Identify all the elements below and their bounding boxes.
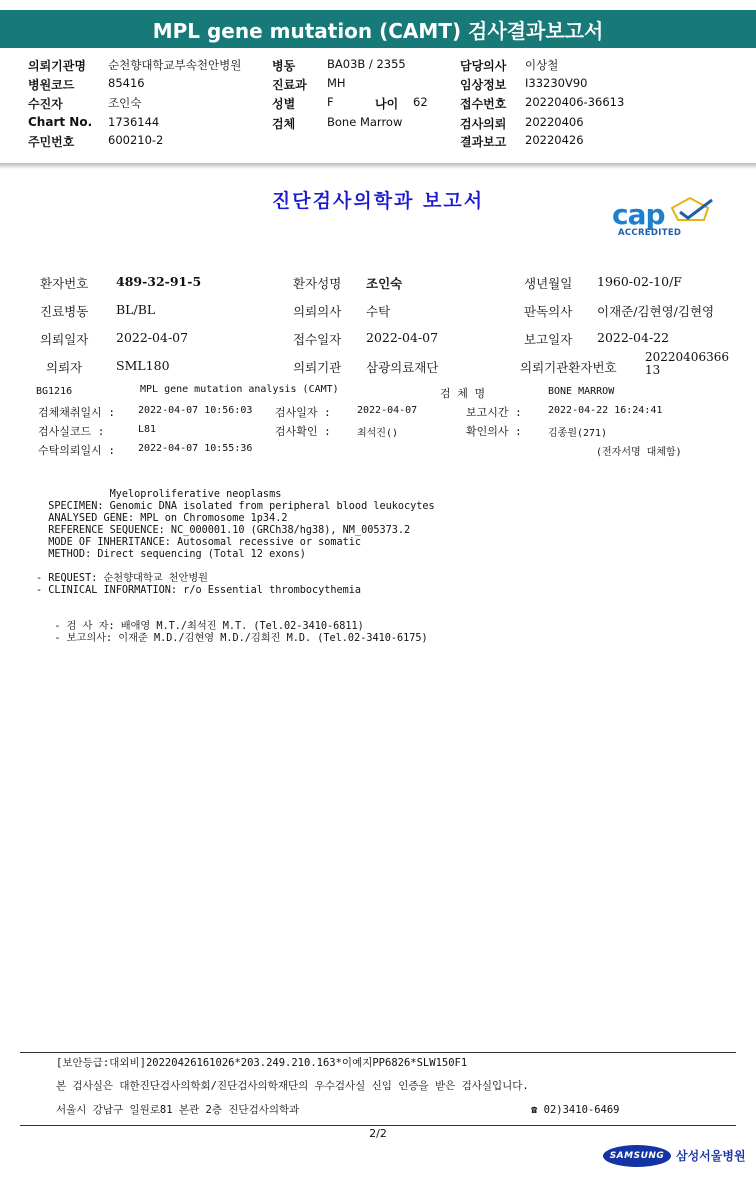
test-code: BG1216 bbox=[36, 386, 73, 397]
request-date-label: 의뢰일자 bbox=[40, 332, 89, 347]
test-date-value: 2022-04-07 bbox=[357, 405, 418, 416]
header-value-hospital-code: 85416 bbox=[108, 76, 145, 90]
header-label-chart: Chart No. bbox=[28, 115, 93, 129]
report-date-value: 2022-04-22 bbox=[597, 330, 670, 345]
header-value-result-date: 20220426 bbox=[525, 133, 584, 147]
header-label-sex: 성별 bbox=[272, 97, 296, 111]
document-title: 진단검사의학과 보고서 bbox=[271, 190, 485, 212]
specimen-name-value: BONE MARROW bbox=[548, 386, 615, 397]
confirm-doctor-value: 김종원(271) bbox=[548, 428, 608, 439]
request-date-value: 2022-04-07 bbox=[116, 330, 189, 345]
patient-id-label: 환자번호 bbox=[40, 276, 89, 291]
header-label-patient: 수진자 bbox=[28, 97, 63, 111]
header-value-request-date: 20220406 bbox=[525, 115, 584, 129]
header-label-department: 진료과 bbox=[272, 78, 307, 92]
cap-check-icon bbox=[668, 196, 716, 232]
page-number: 2/2 bbox=[369, 1127, 387, 1140]
header-label-receipt-no: 접수번호 bbox=[460, 97, 507, 111]
header-value-sex: F bbox=[327, 95, 334, 109]
header-label-resident-no: 주민번호 bbox=[28, 135, 75, 149]
header-label-request-date: 검사의뢰 bbox=[460, 117, 507, 131]
footer-security: [보안등급:대외비]20220426161026*203.249.210.163*이예지PP6826*SLW150F1 bbox=[56, 1057, 468, 1069]
collect-time-label: 검체채취일시 : bbox=[38, 406, 116, 419]
header-value-specimen: Bone Marrow bbox=[327, 115, 403, 129]
result-line: - 검 사 자: 배애영 M.T./최석진 M.T. (Tel.02-3410-6811) bbox=[36, 621, 364, 632]
institution-patient-no-label: 의뢰기관환자번호 bbox=[520, 360, 617, 375]
header-label-institution: 의뢰기관명 bbox=[28, 59, 86, 73]
reading-doctor-value: 이재준/김현영/김현영 bbox=[597, 304, 715, 319]
ward-value: BL/BL bbox=[116, 302, 156, 317]
receipt-date-label: 접수일자 bbox=[293, 332, 342, 347]
patient-name-label: 환자성명 bbox=[293, 276, 342, 291]
footer-address: 서울시 강남구 일원로81 본관 2층 진단검사의학과 bbox=[56, 1104, 300, 1116]
result-line: Myeloproliferative neoplasms bbox=[36, 489, 282, 500]
test-name: MPL gene mutation analysis (CAMT) bbox=[140, 384, 339, 395]
confirm-doctor-label: 확인의사 : bbox=[466, 425, 522, 438]
result-line: SPECIMEN: Genomic DNA isolated from peripheral blood leukocytes bbox=[36, 501, 435, 512]
header-value-institution: 순천향대학교부속천안병원 bbox=[108, 58, 242, 72]
cap-logo-accredited: ACCREDITED bbox=[618, 228, 682, 238]
result-line: ANALYSED GENE: MPL on Chromosome 1p34.2 bbox=[36, 513, 288, 524]
header-value-department: MH bbox=[327, 76, 346, 90]
header-label-result-date: 결과보고 bbox=[460, 135, 507, 149]
header-label-specimen: 검체 bbox=[272, 117, 296, 131]
header-label-ward: 병동 bbox=[272, 59, 296, 73]
test-confirm-value: 최석진() bbox=[357, 428, 399, 439]
requester-value: SML180 bbox=[116, 358, 170, 373]
lab-code-value: L81 bbox=[138, 424, 157, 435]
reading-doctor-label: 판독의사 bbox=[524, 304, 573, 319]
result-line: - 보고의사: 이재준 M.D./김현영 M.D./김희진 M.D. (Tel.02-3410-6175) bbox=[36, 633, 428, 644]
header-value-age: 62 bbox=[413, 95, 428, 109]
collect-time-value: 2022-04-07 10:56:03 bbox=[138, 405, 253, 416]
requesting-doctor-label: 의뢰의사 bbox=[293, 304, 342, 319]
birthdate-label: 생년월일 bbox=[524, 276, 573, 291]
result-line: METHOD: Direct sequencing (Total 12 exons) bbox=[36, 549, 306, 560]
result-line: REFERENCE SEQUENCE: NC_000001.10 (GRCh38/hg38), NM_005373.2 bbox=[36, 525, 411, 536]
footer-phone: ☎ 02)3410-6469 bbox=[531, 1104, 620, 1116]
report-time-label: 보고시간 : bbox=[466, 406, 522, 419]
esign-note: (전자서명 대체함) bbox=[596, 447, 682, 458]
header-value-chart: 1736144 bbox=[108, 115, 160, 129]
samsung-logo: SAMSUNG bbox=[603, 1145, 671, 1167]
header-value-physician: 이상철 bbox=[525, 58, 559, 72]
header-label-physician: 담당의사 bbox=[460, 59, 507, 73]
lab-code-label: 검사실코드 : bbox=[38, 425, 105, 438]
test-confirm-label: 검사확인 : bbox=[275, 425, 331, 438]
institution-patient-no-value: 2022040636613 bbox=[645, 350, 729, 377]
test-date-label: 검사일자 : bbox=[275, 406, 331, 419]
header-label-clinical-info: 임상정보 bbox=[460, 78, 507, 92]
birthdate-value: 1960-02-10/F bbox=[597, 274, 682, 289]
header-value-receipt-no: 20220406-36613 bbox=[525, 95, 625, 109]
header-divider bbox=[0, 163, 756, 169]
header-value-ward: BA03B / 2355 bbox=[327, 57, 406, 71]
requesting-institution-label: 의뢰기관 bbox=[293, 360, 342, 375]
footer-certification: 본 검사실은 대한진단검사의학회/진단검사의학재단의 우수검사실 신임 인증을 받은 검사실입니다. bbox=[56, 1080, 529, 1092]
report-time-value: 2022-04-22 16:24:41 bbox=[548, 405, 663, 416]
patient-name-value: 조인숙 bbox=[366, 276, 403, 291]
result-line: MODE OF INHERITANCE: Autosomal recessive or somatic bbox=[36, 537, 362, 548]
patient-id-value: 489-32-91-5 bbox=[116, 274, 202, 289]
cap-logo-word: cap bbox=[612, 198, 665, 231]
receipt-date-value: 2022-04-07 bbox=[366, 330, 439, 345]
header-label-age: 나이 bbox=[375, 97, 399, 111]
requester-label: 의뢰자 bbox=[46, 360, 83, 375]
requesting-institution-value: 삼광의료재단 bbox=[366, 360, 439, 375]
report-date-label: 보고일자 bbox=[524, 332, 573, 347]
result-line: - REQUEST: 순천향대학교 천안병원 bbox=[36, 573, 209, 584]
receive-time-label: 수탁의뢰일시 : bbox=[38, 444, 116, 457]
ward-label: 진료병동 bbox=[40, 304, 89, 319]
report-title: MPL gene mutation (CAMT) 검사결과보고서 bbox=[0, 10, 756, 48]
header-value-resident-no: 600210-2 bbox=[108, 133, 164, 147]
result-line: - CLINICAL INFORMATION: r/o Essential thrombocythemia bbox=[36, 585, 362, 596]
requesting-doctor-value: 수탁 bbox=[366, 304, 391, 319]
header-value-patient: 조인숙 bbox=[108, 96, 142, 110]
receive-time-value: 2022-04-07 10:55:36 bbox=[138, 443, 253, 454]
cap-accredited-logo bbox=[610, 196, 720, 240]
header-label-hospital-code: 병원코드 bbox=[28, 78, 75, 92]
specimen-name-label: 검 체 명 bbox=[440, 387, 486, 400]
hospital-name-logo: 삼성서울병원 bbox=[676, 1149, 746, 1163]
header-value-clinical-info: I33230V90 bbox=[525, 76, 588, 90]
